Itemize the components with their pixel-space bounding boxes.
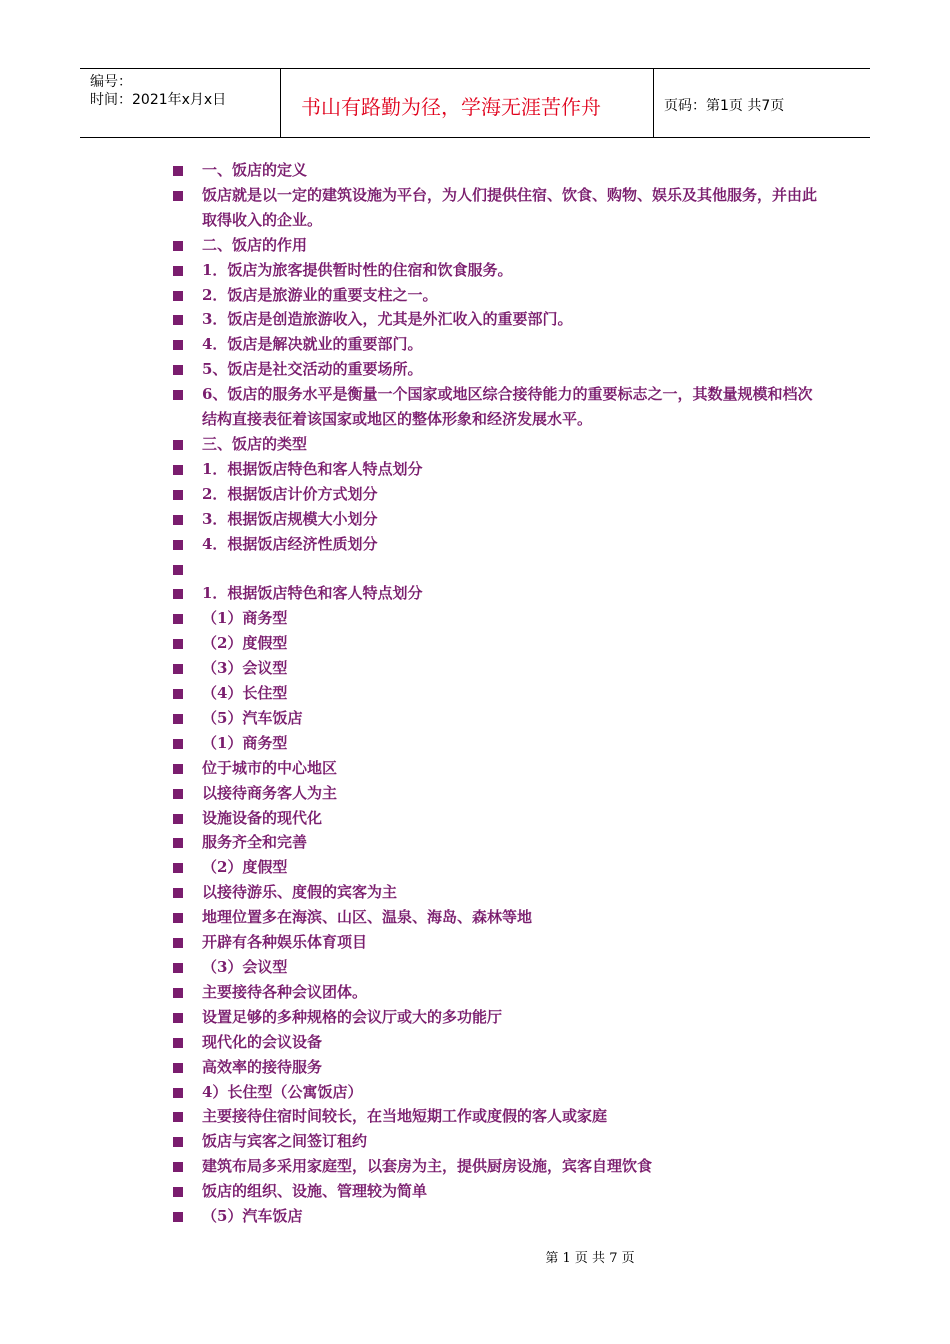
list-item-text: 地理位置多在海滨、山区、温泉、海岛、森林等地 [202,908,533,927]
list-item [172,656,822,681]
square-bullet-icon [173,1013,183,1023]
list-item [172,1154,822,1179]
list-item-text: （2）度假型 [202,634,288,653]
header-info-cell [80,69,281,137]
square-bullet-icon [173,664,183,674]
list-item-text: 主要接待各种会议团体。 [202,982,368,1001]
list-item-text: 建筑布局多采用家庭型，以套房为主，提供厨房设施，宾客自理饮食 [202,1157,653,1176]
square-bullet-icon [173,166,183,176]
square-bullet-icon [173,315,183,325]
square-bullet-icon [173,913,183,923]
list-item [172,955,822,980]
square-bullet-icon [173,614,183,624]
header-page-number: 页码：第1页 共7页 [664,98,785,114]
list-item [172,233,822,258]
square-bullet-icon [173,465,183,475]
list-item [172,980,822,1005]
list-item-text: 3．根据饭店规模大小划分 [202,509,378,528]
list-item [172,557,822,582]
list-item-text: 位于城市的中心地区 [202,758,338,777]
list-item-text: 主要接待住宿时间较长，在当地短期工作或度假的客人或家庭 [202,1107,608,1126]
square-bullet-icon [173,540,183,550]
square-bullet-icon [173,863,183,873]
list-item [172,681,822,706]
square-bullet-icon [173,1112,183,1122]
square-bullet-icon [173,1162,183,1172]
list-item [172,1104,822,1129]
square-bullet-icon [173,1212,183,1222]
list-item-text: 服务齐全和完善 [202,833,308,852]
list-item-text: 饭店与宾客之间签订租约 [202,1132,368,1151]
list-item [172,905,822,930]
list-item [172,507,822,532]
list-item-text: 现代化的会议设备 [202,1032,323,1051]
list-item-text: （1）商务型 [202,609,288,628]
list-item-text: 3．饭店是创造旅游收入，尤其是外汇收入的重要部门。 [202,310,573,329]
square-bullet-icon [173,565,183,575]
list-item [172,930,822,955]
square-bullet-icon [173,440,183,450]
square-bullet-icon [173,1088,183,1098]
square-bullet-icon [173,515,183,525]
square-bullet-icon [173,988,183,998]
square-bullet-icon [173,689,183,699]
square-bullet-icon [173,789,183,799]
list-item [172,158,822,183]
list-item-text: （4）长住型 [202,684,288,703]
list-item-text: （2）度假型 [202,858,288,877]
list-item [172,1129,822,1154]
list-item [172,731,822,756]
header-page-cell [654,69,870,137]
square-bullet-icon [173,291,183,301]
list-item [172,1080,822,1105]
list-item [172,332,822,357]
list-item [172,1005,822,1030]
list-item-text: 2．根据饭店计价方式划分 [202,484,378,503]
list-item-text: 4．饭店是解决就业的重要部门。 [202,335,423,354]
list-item [172,1030,822,1055]
document-number: 编号： [90,74,132,90]
list-item-text: （5）汽车饭店 [202,708,303,727]
square-bullet-icon [173,1063,183,1073]
list-item-text: 4．根据饭店经济性质划分 [202,534,378,553]
list-item-text: 5、饭店是社交活动的重要场所。 [202,360,423,379]
list-item [172,258,822,283]
bullet-list [172,158,822,1229]
list-item-text: 设置足够的多种规格的会议厅或大的多功能厅 [202,1007,503,1026]
list-item-text: 设施设备的现代化 [202,808,323,827]
list-item [172,1204,822,1229]
list-item-text: （5）汽车饭店 [202,1207,303,1226]
list-item-text: （3）会议型 [202,659,288,678]
square-bullet-icon [173,764,183,774]
list-item [172,482,822,507]
square-bullet-icon [173,365,183,375]
list-item-text: 二、饭店的作用 [202,235,308,254]
list-item-text: 饭店的组织、设施、管理较为简单 [202,1182,428,1201]
list-item-text: 1．根据饭店特色和客人特点划分 [202,584,423,603]
list-item-text: 4）长住型（公寓饭店） [202,1082,363,1101]
list-item-text: 以接待游乐、度假的宾客为主 [202,883,398,902]
list-item-text: （3）会议型 [202,957,288,976]
list-item-text: 三、饭店的类型 [202,434,308,453]
list-item [172,880,822,905]
list-item [172,532,822,557]
square-bullet-icon [173,1187,183,1197]
list-item [172,457,822,482]
list-item [172,307,822,332]
square-bullet-icon [173,266,183,276]
list-item-text: 开辟有各种娱乐体育项目 [202,933,368,952]
list-item [172,781,822,806]
list-item-text: 1．饭店为旅客提供暂时性的住宿和饮食服务。 [202,260,513,279]
square-bullet-icon [173,1137,183,1147]
square-bullet-icon [173,739,183,749]
list-item [172,806,822,831]
list-item [172,183,822,233]
square-bullet-icon [173,490,183,500]
list-item [172,1179,822,1204]
list-item-text: 6、饭店的服务水平是衡量一个国家或地区综合接待能力的重要标志之一，其数量规模和档次结构直接表征着该国家或地区的整体形象和经济发展水平。 [202,385,813,429]
document-header [80,68,870,138]
list-item-text: 饭店就是以一定的建筑设施为平台，为人们提供住宿、饮食、购物、娱乐及其他服务，并由此取得收入的企业。 [202,185,818,229]
list-item [172,606,822,631]
square-bullet-icon [173,938,183,948]
list-item [172,1055,822,1080]
list-item [172,283,822,308]
header-motto: 书山有路勤为径，学海无涯苦作舟 [301,95,601,119]
list-item [172,855,822,880]
square-bullet-icon [173,241,183,251]
list-item [172,382,822,432]
page-footer: 第 1 页 共 7 页 [545,1251,635,1266]
square-bullet-icon [173,888,183,898]
document-time: 时间：2021年x月x日 [90,92,227,108]
list-item [172,432,822,457]
list-item-text: 1．根据饭店特色和客人特点划分 [202,459,423,478]
square-bullet-icon [173,814,183,824]
square-bullet-icon [173,1038,183,1048]
square-bullet-icon [173,838,183,848]
list-item [172,756,822,781]
header-motto-cell [281,69,654,137]
list-item [172,830,822,855]
square-bullet-icon [173,589,183,599]
square-bullet-icon [173,714,183,724]
list-item [172,631,822,656]
list-item-text: 高效率的接待服务 [202,1057,323,1076]
square-bullet-icon [173,191,183,201]
list-item [172,706,822,731]
list-item-text: 2．饭店是旅游业的重要支柱之一。 [202,285,438,304]
square-bullet-icon [173,963,183,973]
square-bullet-icon [173,639,183,649]
list-item [172,357,822,382]
list-item-text: （1）商务型 [202,733,288,752]
list-item-text: 以接待商务客人为主 [202,783,338,802]
list-item [172,581,822,606]
square-bullet-icon [173,390,183,400]
square-bullet-icon [173,340,183,350]
list-item-text: 一、饭店的定义 [202,161,308,179]
